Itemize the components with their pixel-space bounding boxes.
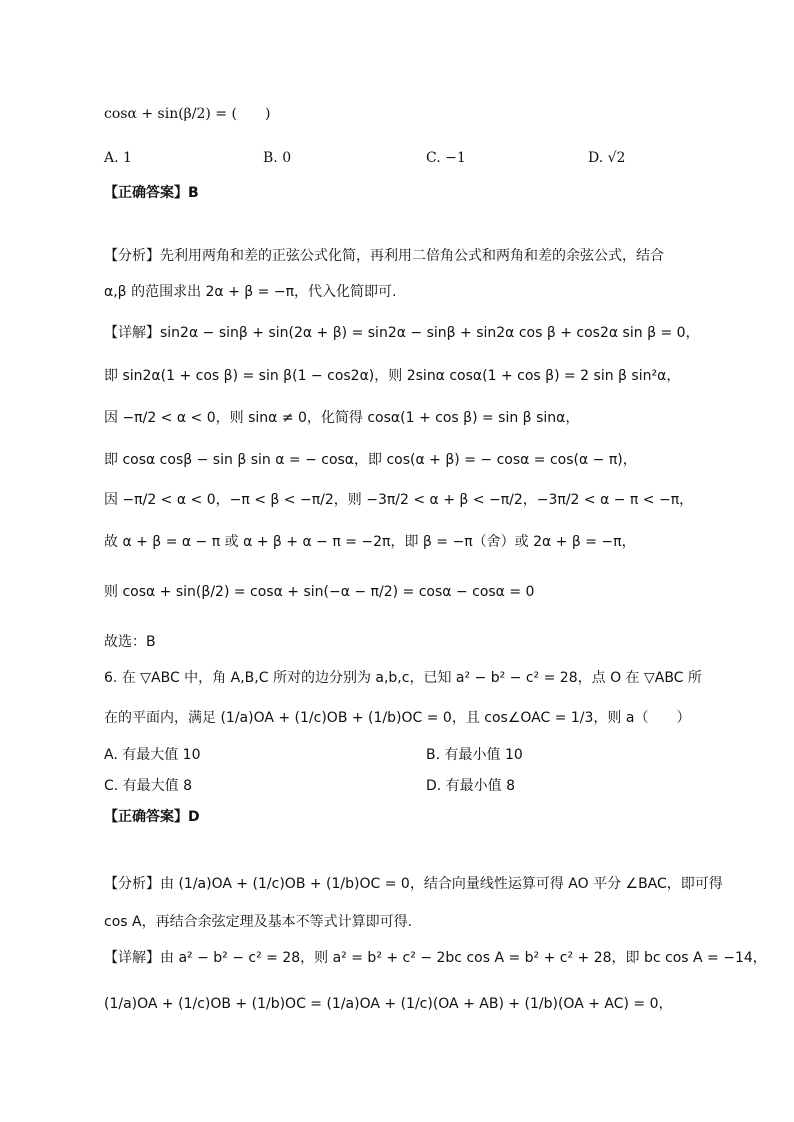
q5-detail-line-2: 即 sin2α(1 + cos β) = sin β(1 − cos2α)，则 2sinα cosα(1 + cos β) = 2 sin β sin²α， [104,368,681,384]
q5-detail-line-6: 故 α + β = α − π 或 α + β + α − π = −2π，即 β = −π（舍）或 2α + β = −π， [104,534,636,550]
q5-detail-line-4: 即 cosα cosβ − sin β sin α = − cosα，即 cos(α + β) = − cosα = cos(α − π)， [104,452,637,468]
q6-stem-line-1: 6. 在 ▽ABC 中，角 A,B,C 所对的边分别为 a,b,c，已知 a² − b² − c² = 28，点 O 在 ▽ABC 所 [104,670,702,686]
q5-detail-line-7: 则 cosα + sin(β/2) = cosα + sin(−α − π/2) = cosα − cosα = 0 [104,584,535,600]
q6-stem-line-2: 在的平面内，满足 (1/a)OA + (1/c)OB + (1/b)OC = 0，且 cos∠OAC = 1/3，则 a（ ） [104,710,691,726]
q5-detail-line-1: 【详解】sin2α − sinβ + sin(2α + β) = sin2α − sinβ + sin2α cos β + cos2α sin β = 0， [104,325,700,341]
q6-detail-line-2: (1/a)OA + (1/c)OB + (1/b)OC = (1/a)OA + (1/c)(OA + AB) + (1/b)(OA + AC) = 0， [104,996,673,1012]
q6-detail-line-1: 【详解】由 a² − b² − c² = 28，则 a² = b² + c² − 2bc cos A = b² + c² + 28，即 bc cos A = −14， [104,950,767,966]
q5-detail-line-8: 故选：B [104,634,156,650]
q6-option-a: A. 有最大值 10 [104,747,201,763]
q6-option-d: D. 有最小值 8 [426,778,516,794]
q6-option-b: B. 有最小值 10 [426,747,523,763]
q5-detail-line-5: 因 −π/2 < α < 0，−π < β < −π/2，则 −3π/2 < α + β < −π/2，−3π/2 < α − π < −π， [104,492,694,508]
q5-option-d: D. √2 [588,150,626,166]
q6-answer: 【正确答案】D [104,809,200,825]
q5-analysis-line-1: 【分析】先利用两角和差的正弦公式化简，再利用二倍角公式和两角和差的余弦公式，结合 [104,248,664,264]
q6-analysis-line-1: 【分析】由 (1/a)OA + (1/c)OB + (1/b)OC = 0，结合向量线性运算可得 AO 平分 ∠BAC，即可得 [104,876,723,892]
q5-option-b: B. 0 [263,150,292,166]
q5-answer: 【正确答案】B [104,185,199,201]
q5-analysis-line-2: α,β 的范围求出 2α + β = −π，代入化简即可. [104,284,397,300]
q5-detail-line-3: 因 −π/2 < α < 0，则 sinα ≠ 0，化简得 cosα(1 + cos β) = sin β sinα， [104,410,580,426]
q6-analysis-line-2: cos A，再结合余弦定理及基本不等式计算即可得. [104,914,413,930]
q6-option-c: C. 有最大值 8 [104,778,193,794]
q5-stem: cosα + sin(β/2) = ( ) [104,106,271,122]
q5-option-c: C. −1 [426,150,466,166]
q5-option-a: A. 1 [104,150,132,166]
